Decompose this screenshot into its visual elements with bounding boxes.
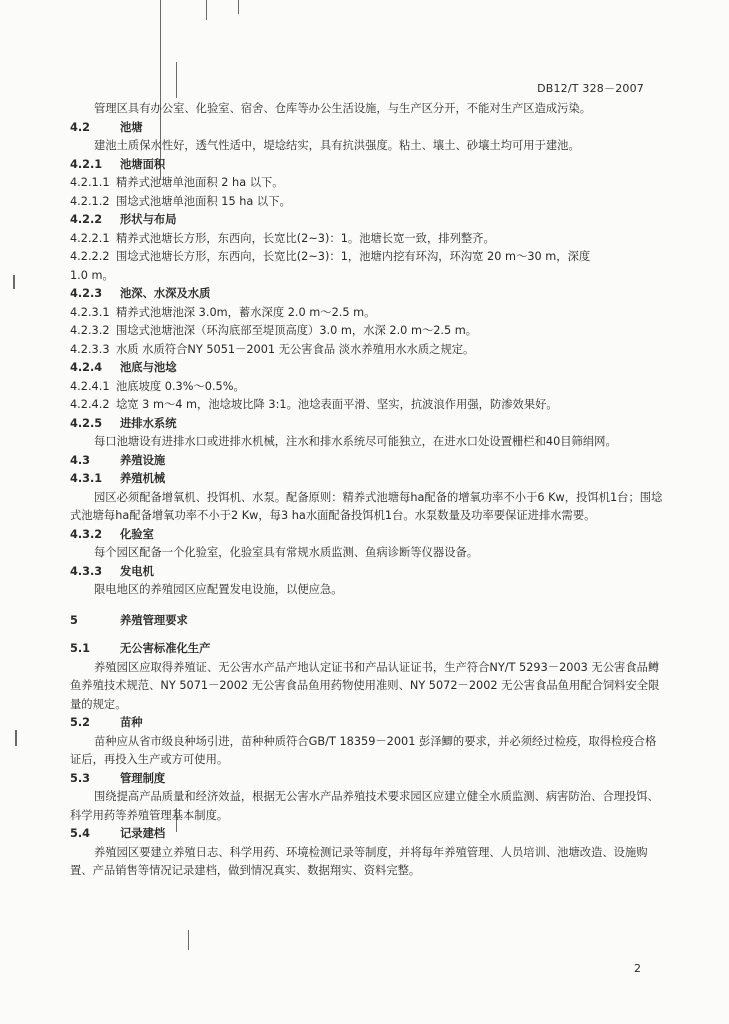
clause-item xyxy=(70,396,665,415)
paragraph: 园区必须配备增氧机、投饵机、水泵。配备原则：精养式池塘每ha配备的增氧功率不小于6 Kw，投饵机1台；围埝式池塘每ha配备增氧功率不小于2 Kw，每3 ha水面配备投饵机1台。水泵数量及功率要保证进排水需要。 xyxy=(70,490,663,522)
section-number: 4.2.2 xyxy=(70,213,103,226)
section-title: 养殖设施 xyxy=(120,453,166,467)
section-heading xyxy=(70,415,665,434)
section-number: 4.2.3 xyxy=(70,287,103,300)
section-heading xyxy=(70,156,665,175)
section-title: 化验室 xyxy=(120,527,154,541)
clause-number: 4.2.4.1 xyxy=(70,379,110,393)
document-code: DB12/T 328－2007 xyxy=(537,82,644,95)
clause-number: 4.2.1.1 xyxy=(70,176,110,189)
section-heading xyxy=(70,285,665,304)
clause-text: 池底坡度 0.3%～0.5%。 xyxy=(116,379,245,393)
section-title: 养殖机械 xyxy=(120,472,166,485)
paragraph: 苗种应从省市级良种场引进，苗种种质符合GB/T 18359－2001 彭泽鲫的要求，并必须经过检疫，取得检疫合格证后，再投入生产或方可使用。 xyxy=(70,734,657,766)
scan-artifact-line xyxy=(238,0,239,14)
section-number: 4.2.1 xyxy=(70,157,103,171)
paragraph: 养殖园区要建立养殖日志、科学用药、环境检测记录等制度，并将每年养殖管理、人员培训、池塘改造、设施购置、产品销售等情况记录建档，做到情况真实、数据翔实、资料完整。 xyxy=(70,845,648,877)
section-number: 4.3.1 xyxy=(70,472,103,485)
section-heading xyxy=(70,770,665,789)
paragraph: 围绕提高产品质量和经济效益，根据无公害水产品养殖技术要求园区应建立健全水质监测、病害防治、合理投饵、科学用药等养殖管理基本制度。 xyxy=(70,790,659,822)
clause-text: 围埝式池塘长方形，东西向，长宽比(2~3)：1，池塘内挖有环沟，环沟宽 20 m～30 m，深度 xyxy=(116,250,591,263)
document-body xyxy=(70,100,665,881)
page-number: 2 xyxy=(634,962,641,975)
section-heading xyxy=(70,640,665,659)
section-title: 池深、水深及水质 xyxy=(120,287,211,300)
section-number: 4.2.4 xyxy=(70,361,103,374)
paragraph: 每口池塘设有进排水口或进排水机械，注水和排水系统尽可能独立，在进水口处设置栅栏和40目筛绢网。 xyxy=(94,435,617,448)
section-title: 进排水系统 xyxy=(120,416,177,430)
clause-number: 4.2.3.2 xyxy=(70,324,110,337)
scan-artifact-line xyxy=(206,0,207,20)
section-title: 记录建档 xyxy=(120,827,166,840)
section-heading xyxy=(70,119,665,138)
clause-item xyxy=(70,304,665,323)
scan-artifact-line xyxy=(13,275,15,289)
section-heading xyxy=(70,526,665,545)
body-text: 建池土质保水性好，透气性适中，堤埝结实，具有抗洪强度。粘土、壤土、砂壤土均可用于建池。 xyxy=(94,139,580,152)
section-heading xyxy=(70,825,665,844)
clause-text: 水质 水质符合NY 5051－2001 无公害食品 淡水养殖用水水质之规定。 xyxy=(116,342,475,356)
section-heading xyxy=(70,714,665,733)
section-title: 管理制度 xyxy=(120,771,166,785)
clause-number: 4.2.4.2 xyxy=(70,398,110,411)
clause-text: 围埝式池塘池深（环沟底部至堤顶高度）3.0 m，水深 2.0 m～2.5 m。 xyxy=(116,324,478,337)
clause-item xyxy=(70,193,665,212)
clause-item xyxy=(70,322,665,341)
section-heading xyxy=(70,470,665,489)
clause-item xyxy=(70,174,665,193)
section-title: 形状与布局 xyxy=(120,213,177,226)
clause-number: 4.2.2.1 xyxy=(70,231,110,245)
section-number: 4.2.5 xyxy=(70,416,103,430)
scan-artifact-line xyxy=(188,930,189,950)
body-text: 每个园区配备一个化验室，化验室具有常规水质监测、鱼病诊断等仪器设备。 xyxy=(94,546,479,559)
clause-number: 4.2.1.2 xyxy=(70,194,110,208)
clause-text: 埝宽 3 m～4 m，池埝坡比降 3:1。池埝表面平滑、坚实，抗波浪作用强，防渗效果好。 xyxy=(116,398,558,411)
clause-item xyxy=(70,378,665,397)
clause-item xyxy=(70,230,665,249)
section-number: 4.3.3 xyxy=(70,564,103,578)
section-heading xyxy=(70,359,665,378)
chapter-heading xyxy=(70,612,665,631)
clause-number: 4.2.3.3 xyxy=(70,342,110,356)
clause-item xyxy=(70,248,665,267)
section-heading xyxy=(70,563,665,582)
section-number: 5.4 xyxy=(70,827,91,840)
body-text: 管理区具有办公室、化验室、宿舍、仓库等办公生活设施，与生产区分开，不能对生产区造成污染。 xyxy=(94,102,592,115)
clause-text: 精养式池塘池深 3.0m，蓄水深度 2.0 m～2.5 m。 xyxy=(116,305,376,319)
section-number: 4.3 xyxy=(70,453,91,467)
clause-number: 4.2.3.1 xyxy=(70,305,110,319)
section-title: 池底与池埝 xyxy=(120,361,177,374)
section-heading xyxy=(70,452,665,471)
section-title: 发电机 xyxy=(120,564,154,578)
section-heading xyxy=(70,211,665,230)
scan-artifact-line xyxy=(15,730,17,746)
section-title: 养殖管理要求 xyxy=(120,613,188,627)
clause-text: 围埝式池塘单池面积 15 ha 以下。 xyxy=(116,194,291,208)
paragraph: 养殖园区应取得养殖证、无公害水产品产地认定证书和产品认证证书，生产符合NY/T 5293－2003 无公害食品鳟鱼养殖技术规范、NY 5071－2002 无公害食品鱼用药物使用准则、NY 5072－2002 无公害食品鱼用配合饲料安全限量的规定。 xyxy=(70,660,660,711)
continuation-line: 1.0 m。 xyxy=(70,268,114,282)
clause-item xyxy=(70,341,665,360)
section-title: 池塘 xyxy=(120,120,143,134)
body-text: 限电地区的养殖园区应配置发电设施，以便应急。 xyxy=(94,583,343,596)
section-title: 苗种 xyxy=(120,716,143,729)
section-number: 5.1 xyxy=(70,642,91,655)
section-number: 5.2 xyxy=(70,716,91,729)
section-title: 无公害标准化生产 xyxy=(120,642,211,655)
section-number: 5.3 xyxy=(70,771,91,785)
scan-artifact-line xyxy=(176,62,177,98)
clause-number: 4.2.2.2 xyxy=(70,250,110,263)
clause-text: 精养式池塘单池面积 2 ha 以下。 xyxy=(116,176,284,189)
section-title: 池塘面积 xyxy=(120,157,166,171)
section-number: 4.2 xyxy=(70,120,91,134)
section-number: 5 xyxy=(70,613,78,627)
clause-text: 精养式池塘长方形，东西向，长宽比(2~3)：1。池塘长宽一致，排列整齐。 xyxy=(116,231,495,245)
section-number: 4.3.2 xyxy=(70,527,103,541)
